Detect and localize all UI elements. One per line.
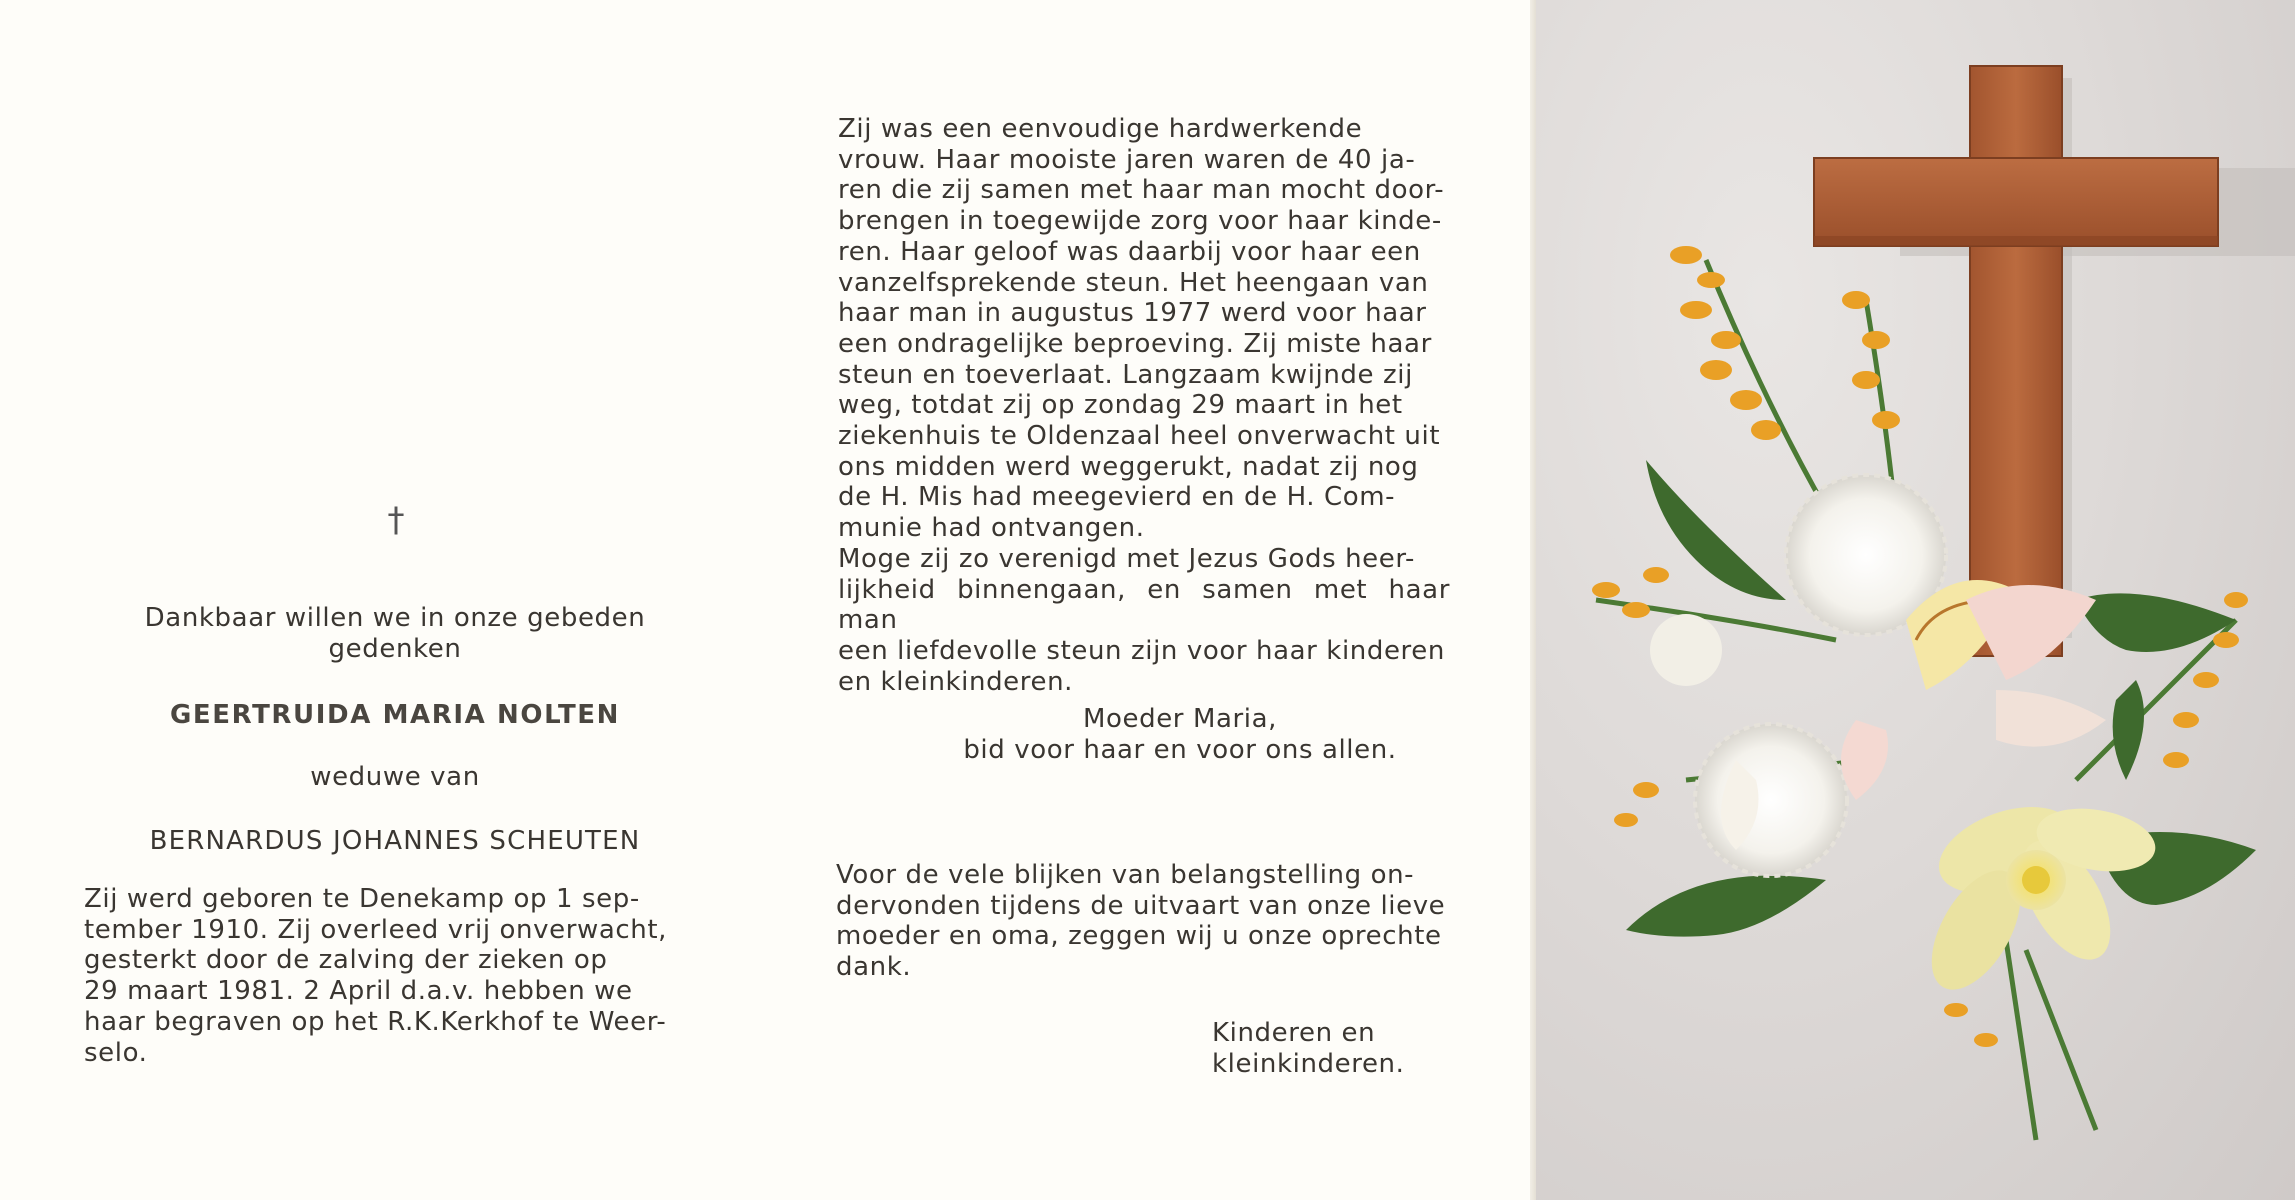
paragraph-line: ren. Haar geloof was daarbij voor haar een [838,236,1421,267]
bio-line: tember 1910. Zij overleed vrij onverwacht, [84,914,668,945]
paragraph-line: een ondragelijke beproeving. Zij miste haar [838,328,1432,359]
biography [84,884,698,1068]
prayer [880,704,1480,765]
intro-line-1: Dankbaar willen we in onze gebeden [144,603,646,633]
thanks-line: moeder en oma, zeggen wij u onze oprechte [836,921,1442,952]
prayer-line-2: bid voor haar en voor ons allen. [963,734,1397,765]
bio-line: haar begraven op het R.K.Kerkhof te Weer- [84,1006,667,1037]
paragraph-line: Moge zij zo verenigd met Jezus Gods heer- [838,543,1415,574]
thanks-paragraph [836,860,1450,983]
paragraph-line: ziekenhuis te Oldenzaal heel onverwacht uit [838,421,1441,452]
memorial-image [1536,0,2295,1200]
bio-line: gesterkt door de zalving der zieken op [84,945,608,976]
paragraph-line: ren die zij samen met haar man mocht door- [838,175,1445,206]
thanks-line: dervonden tijdens de uitvaart van onze lieve [836,890,1446,921]
cross-and-flowers-illustration [1536,0,2295,1200]
paragraph-line: ons midden werd weggerukt, nadat zij nog [838,451,1419,482]
paragraph-line: steun en toeverlaat. Langzaam kwijnde zij [838,359,1413,390]
bio-line: selo. [84,1037,148,1068]
signature-line-1: Kinderen en [1212,1018,1376,1048]
paragraph-line: munie had ontvangen. [838,513,1145,544]
intro-line-2: gedenken [328,633,462,664]
thanks-line: Voor de vele blijken van belangstelling on- [836,860,1415,890]
husband-name: BERNARDUS JOHANNES SCHEUTEN [149,826,641,856]
signature-line-2: kleinkinderen. [1212,1048,1405,1079]
paragraph-line: en kleinkinderen. [838,666,1074,697]
deceased-name: GEERTRUIDA MARIA NOLTEN [169,700,621,730]
bio-line: 29 maart 1981. 2 April d.a.v. hebben we [84,976,633,1007]
paragraph-line: brengen in toegewijde zorg voor haar kinde- [838,206,1442,237]
life-paragraph [838,114,1450,697]
paragraph-line: vrouw. Haar mooiste jaren waren de 40 ja- [838,144,1416,175]
signature [1212,1018,1405,1079]
widow-of-label: weduwe van [310,762,480,792]
thanks-line: dank. [836,952,912,983]
paragraph-line: haar man in augustus 1977 werd voor haar [838,298,1427,329]
cross-symbol: † [387,500,405,540]
paragraph-line: vanzelfsprekende steun. Het heengaan van [838,267,1429,298]
prayer-line-1: Moeder Maria, [1082,704,1278,734]
paragraph-line: een liefdevolle steun zijn voor haar kinderen [838,635,1445,666]
paragraph-line: Zij was een eenvoudige hardwerkende [838,114,1363,144]
paragraph-line: lijkheid binnengaan, en samen met haar man [838,574,1450,636]
paragraph-line: de H. Mis had meegevierd en de H. Com- [838,482,1396,513]
bio-line: Zij werd geboren te Denekamp op 1 sep- [84,884,640,914]
left-panel [0,0,780,1200]
paragraph-line: weg, totdat zij op zondag 29 maart in het [838,390,1403,421]
intro-text [100,603,690,664]
